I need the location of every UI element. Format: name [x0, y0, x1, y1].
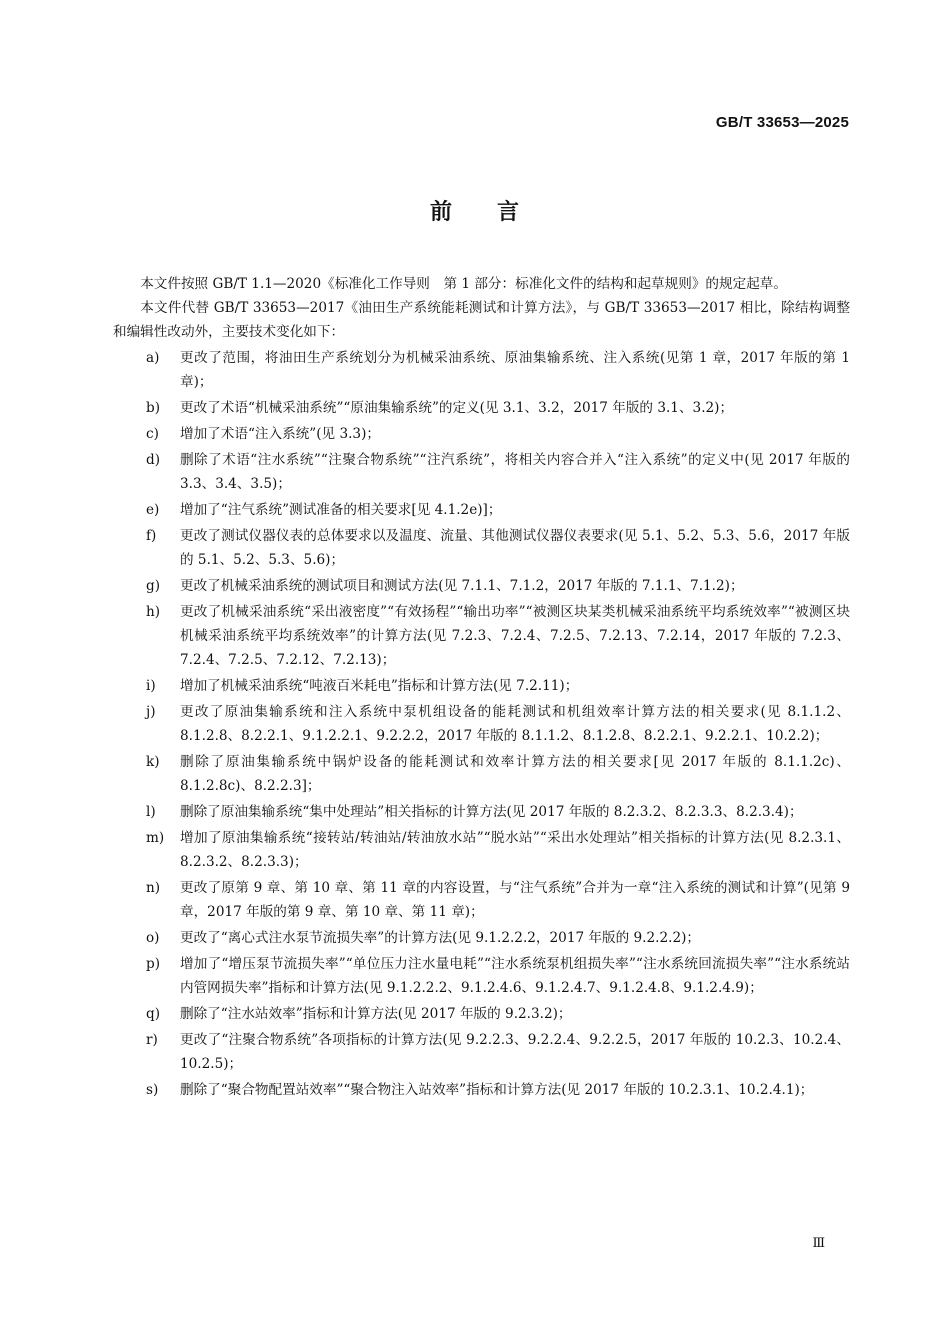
foreword-body [113, 272, 850, 1102]
list-item-marker: r) [146, 1032, 158, 1048]
list-item [113, 876, 850, 924]
list-item-marker: k) [146, 754, 160, 770]
list-item-text: 更改了范围，将油田生产系统划分为机械采油系统、原油集输系统、注入系统(见第 1 章，2017 年版的第 1 章)； [180, 350, 850, 390]
list-item-text: 更改了机械采油系统的测试项目和测试方法(见 7.1.1、7.1.2，2017 年版的 7.1.1、7.1.2)； [180, 578, 744, 594]
list-item [113, 524, 850, 572]
list-item [113, 448, 850, 496]
list-item-marker: h) [146, 604, 161, 620]
list-item-marker: d) [146, 452, 161, 468]
intro-paragraph-1: 本文件按照 GB/T 1.1—2020《标准化工作导则 第 1 部分：标准化文件的结构和起草规则》的规定起草。 [140, 276, 787, 292]
list-item-text: 增加了“注气系统”测试准备的相关要求[见 4.1.2e)]； [180, 502, 502, 518]
list-item [113, 1078, 850, 1102]
list-item [113, 1028, 850, 1076]
list-item [113, 498, 850, 522]
list-item-text: 删除了“聚合物配置站效率”“聚合物注入站效率”指标和计算方法(见 2017 年版的 10.2.3.1、10.2.4.1)； [180, 1082, 814, 1098]
list-item [113, 952, 850, 1000]
list-item-text: 删除了术语“注水系统”“注聚合物系统”“注汽系统”，将相关内容合并入“注入系统”的定义中(见 2017 年版的 3.3、3.4、3.5)； [180, 452, 850, 492]
list-item-marker: p) [146, 956, 161, 972]
list-item-text: 更改了原第 9 章、第 10 章、第 11 章的内容设置，与“注气系统”合并为一章“注入系统的测试和计算”(见第 9 章，2017 年版的第 9 章、第 10 章、第 11 章)； [180, 880, 850, 920]
list-item-marker: q) [146, 1006, 161, 1022]
list-item [113, 422, 850, 446]
list-item [113, 1002, 850, 1026]
list-item-marker: a) [146, 350, 160, 366]
list-item-text: 更改了“离心式注水泵节流损失率”的计算方法(见 9.1.2.2.2，2017 年版的 9.2.2.2)； [180, 930, 700, 946]
list-item-marker: m) [146, 830, 165, 846]
list-item-text: 删除了原油集输系统中锅炉设备的能耗测试和效率计算方法的相关要求[见 2017 年版的 8.1.1.2c)、8.1.2.8c)、8.2.2.3]； [180, 754, 850, 794]
list-item-text: 增加了机械采油系统“吨液百米耗电”指标和计算方法(见 7.2.11)； [180, 678, 579, 694]
page-title [0, 195, 950, 226]
list-item-marker: o) [146, 930, 160, 946]
title-char-1: 前 [429, 199, 453, 225]
list-item-marker: f) [146, 528, 157, 544]
list-item-text: 更改了“注聚合物系统”各项指标的计算方法(见 9.2.2.3、9.2.2.4、9.2.2.5，2017 年版的 10.2.3、10.2.4、10.2.5)； [180, 1032, 850, 1072]
list-item-text: 增加了原油集输系统“接转站/转油站/转油放水站”“脱水站”“采出水处理站”相关指标的计算方法(见 8.2.3.1、8.2.3.2、8.2.3.3)； [180, 830, 850, 870]
list-item-marker: j) [146, 704, 156, 720]
list-item [113, 750, 850, 798]
list-item [113, 574, 850, 598]
list-item-marker: e) [146, 502, 160, 518]
list-item-marker: g) [146, 578, 161, 594]
list-item-text: 增加了“增压泵节流损失率”“单位压力注水量电耗”“注水系统泵机组损失率”“注水系统回流损失率”“注水系统站内管网损失率”指标和计算方法(见 9.1.2.2.2、9.1.2.4.6、9.1.2.4.7、9.1.2.4.8、9.1.2.4.9)； [180, 956, 850, 996]
list-item [113, 346, 850, 394]
page-number: Ⅲ [812, 1236, 825, 1251]
list-item-marker: i) [146, 678, 156, 694]
title-char-2: 言 [497, 199, 521, 225]
list-item-marker: l) [146, 804, 156, 820]
list-item-marker: b) [146, 400, 161, 416]
list-item-text: 更改了原油集输系统和注入系统中泵机组设备的能耗测试和机组效率计算方法的相关要求(见 8.1.1.2、8.1.2.8、8.2.2.1、9.1.2.2.1、9.2.2.2，2017 年版的 8.1.1.2、8.1.2.8、8.2.2.1、9.2.2.1、10.2.2)； [180, 704, 850, 744]
list-item [113, 700, 850, 748]
list-item-text: 增加了术语“注入系统”(见 3.3)； [180, 426, 380, 442]
list-item-text: 删除了“注水站效率”指标和计算方法(见 2017 年版的 9.2.3.2)； [180, 1006, 572, 1022]
list-item-marker: c) [146, 426, 159, 442]
list-item [113, 800, 850, 824]
list-item-text: 删除了原油集输系统“集中处理站”相关指标的计算方法(见 2017 年版的 8.2.3.2、8.2.3.3、8.2.3.4)； [180, 804, 803, 820]
list-item [113, 600, 850, 672]
intro-paragraph-2: 本文件代替 GB/T 33653—2017《油田生产系统能耗测试和计算方法》，与 GB/T 33653—2017 相比，除结构调整和编辑性改动外，主要技术变化如下： [113, 300, 850, 340]
list-item-marker: s) [146, 1082, 159, 1098]
change-list [113, 346, 850, 1102]
list-item [113, 674, 850, 698]
list-item-marker: n) [146, 880, 161, 896]
document-number: GB/T 33653—2025 [715, 114, 849, 131]
list-item [113, 396, 850, 420]
list-item [113, 826, 850, 874]
list-item-text: 更改了术语“机械采油系统”“原油集输系统”的定义(见 3.1、3.2，2017 年版的 3.1、3.2)； [180, 400, 734, 416]
list-item-text: 更改了机械采油系统“采出液密度”“有效扬程”“输出功率”“被测区块某类机械采油系统平均系统效率”“被测区块机械采油系统平均系统效率”的计算方法(见 7.2.3、7.2.4、7.2.5、7.2.13、7.2.14，2017 年版的 7.2.3、7.2.4、7.2.5、7.2.12、7.2.13)； [180, 604, 850, 668]
list-item-text: 更改了测试仪器仪表的总体要求以及温度、流量、其他测试仪器仪表要求(见 5.1、5.2、5.3、5.6，2017 年版的 5.1、5.2、5.3、5.6)； [180, 528, 850, 568]
list-item [113, 926, 850, 950]
